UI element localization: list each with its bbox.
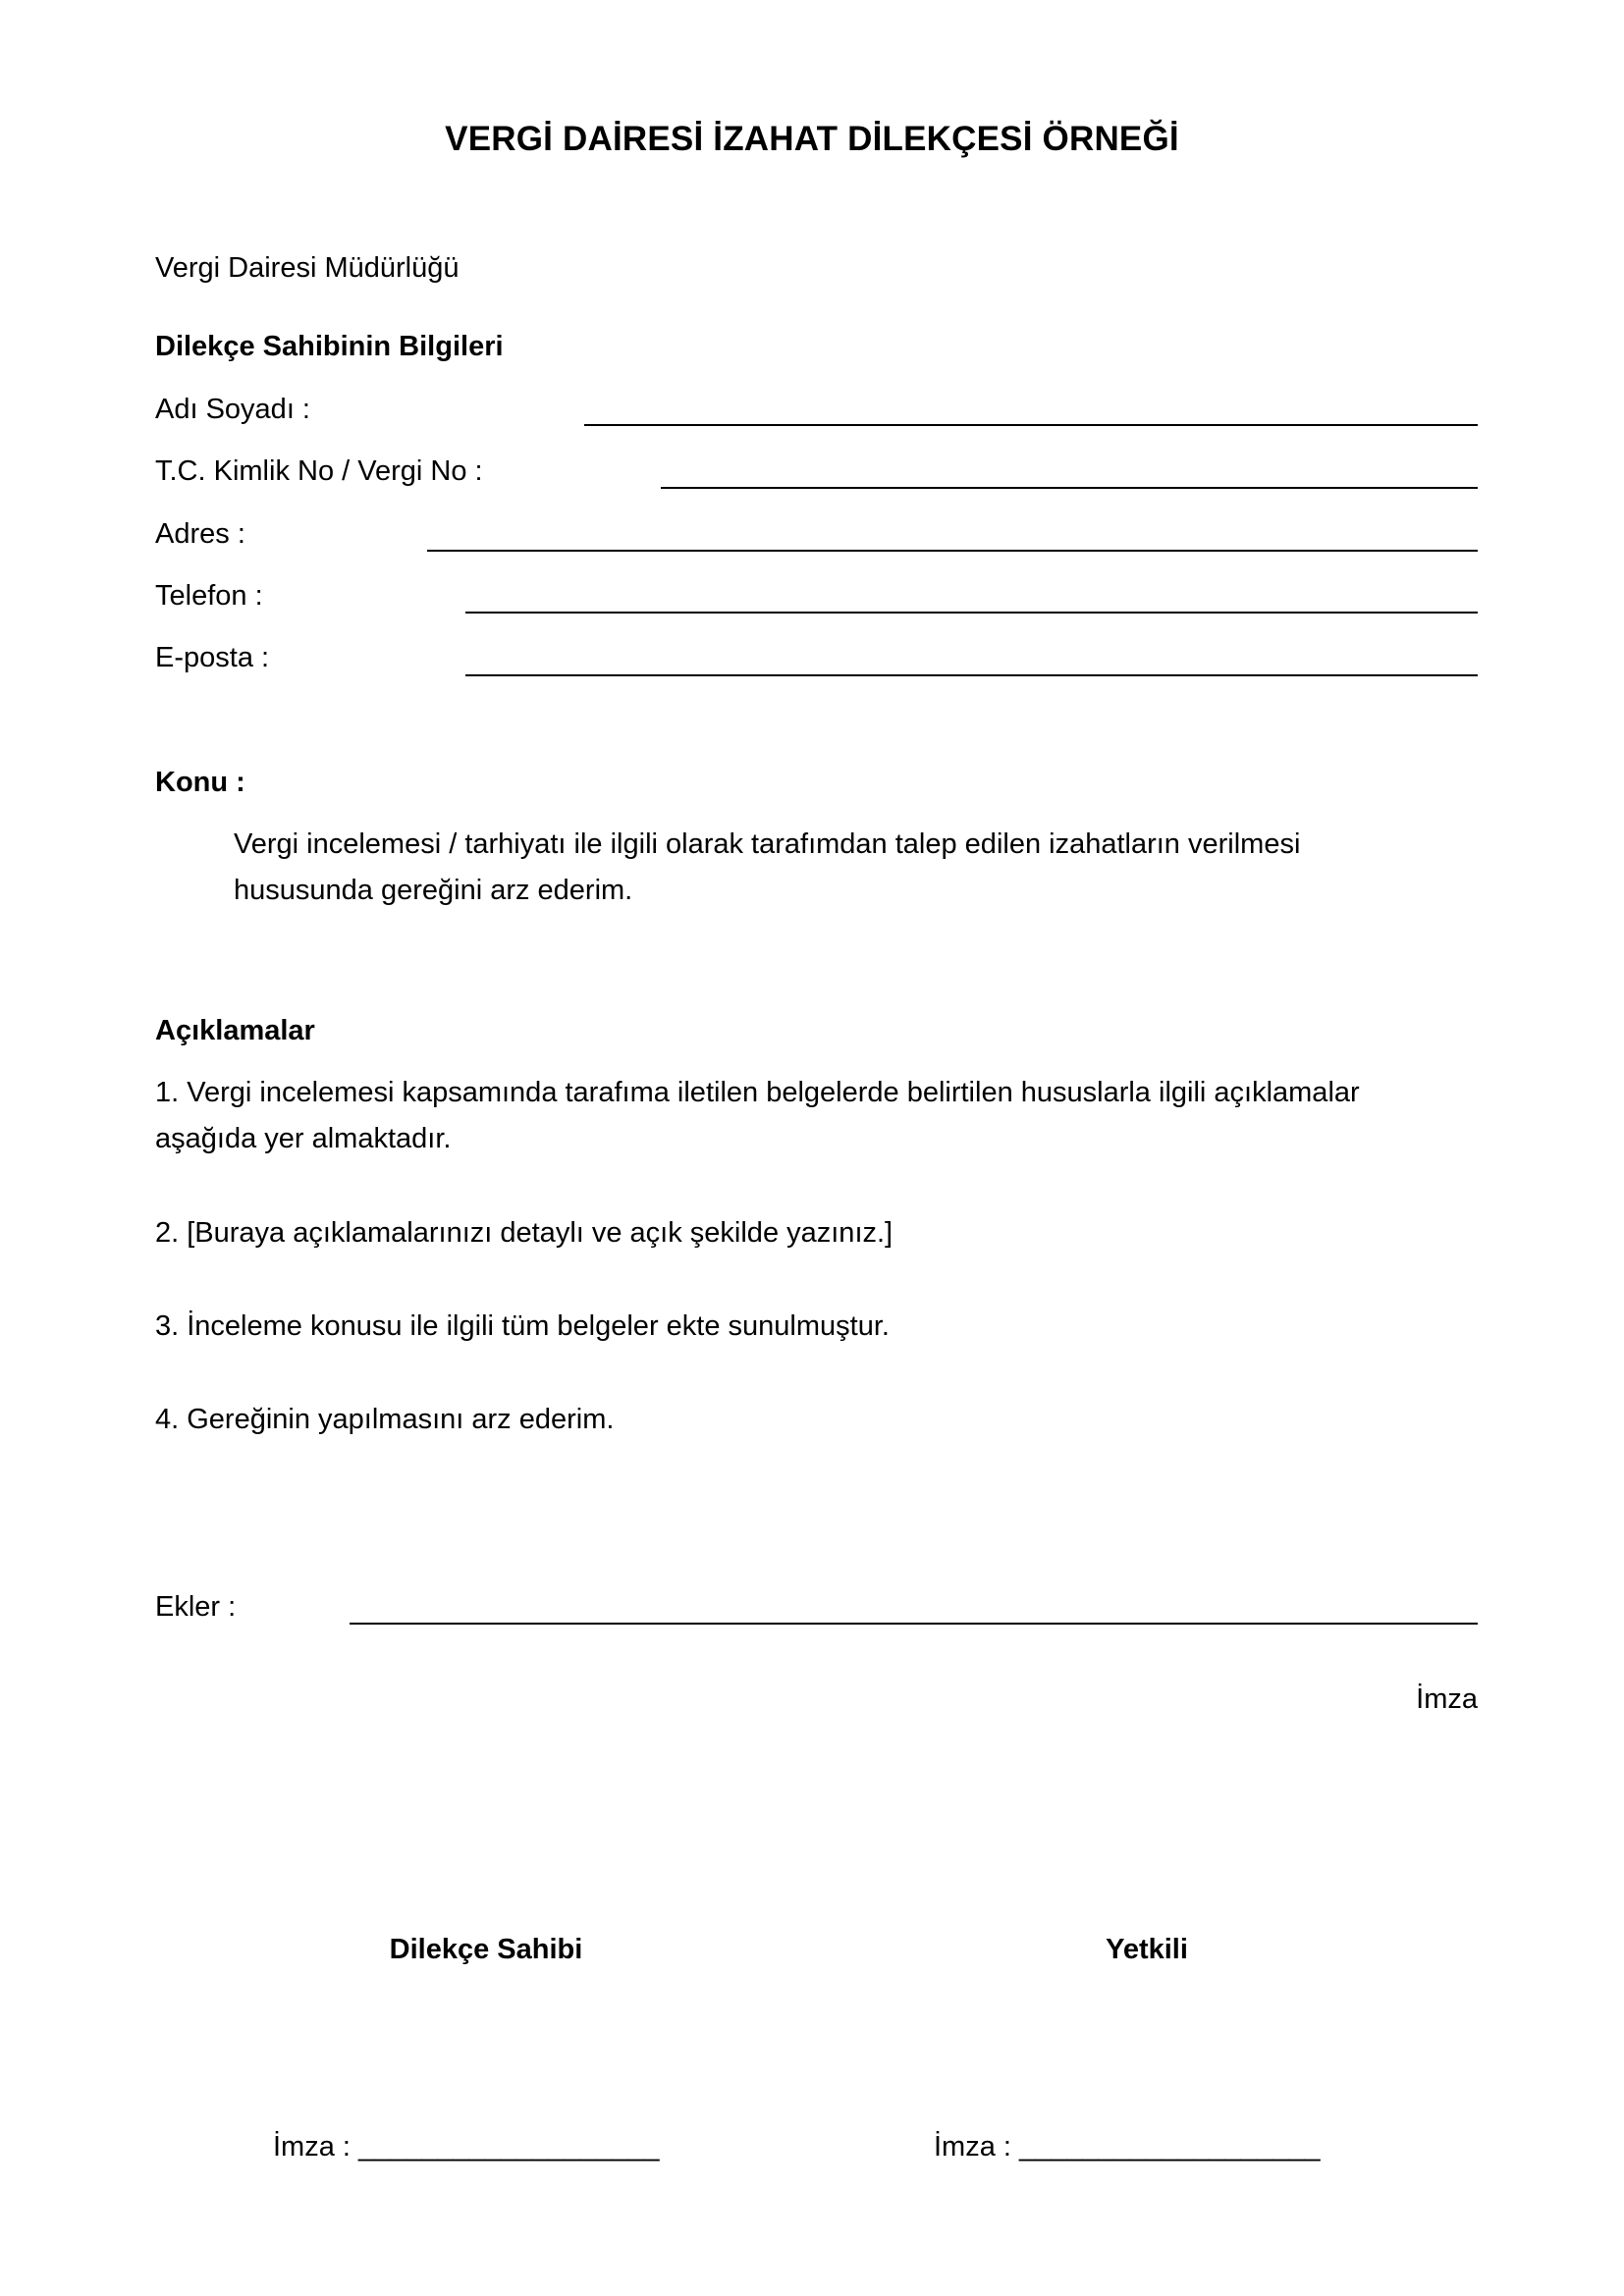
- document-title: VERGİ DAİRESİ İZAHAT DİLEKÇESİ ÖRNEĞİ: [445, 120, 1179, 158]
- explanation-item-3: 3. İnceleme konusu ile ilgili tüm belgeler ekte sunulmuştur.: [155, 1310, 890, 1342]
- field-label-phone: Telefon :: [155, 580, 263, 612]
- field-label-address: Adres :: [155, 518, 245, 550]
- subject-heading: Konu :: [155, 767, 245, 798]
- signatory-right-sign-line[interactable]: İmza : ___________________: [934, 2131, 1321, 2163]
- attachments-label: Ekler :: [155, 1591, 237, 1623]
- field-label-id-number: T.C. Kimlik No / Vergi No :: [155, 455, 483, 487]
- explanation-item-4: 4. Gereğinin yapılmasını arz ederim.: [155, 1404, 615, 1435]
- explanation-item-1: [155, 1070, 1360, 1162]
- field-line-phone[interactable]: [465, 612, 1478, 614]
- signatory-right-title: Yetkili: [1106, 1934, 1188, 1965]
- attachments-line[interactable]: [350, 1623, 1478, 1625]
- subject-line-2: hususunda gereğini arz ederim.: [234, 875, 633, 906]
- explanation-item-1-line-1: 1. Vergi incelemesi kapsamında tarafıma iletilen belgelerde belirtilen hususlarla ilgili açıklamalar: [155, 1077, 1360, 1108]
- field-line-address[interactable]: [427, 550, 1478, 552]
- subject-line-1: Vergi incelemesi / tarhiyatı ile ilgili olarak tarafımdan talep edilen izahatların verilmesi: [234, 828, 1301, 860]
- recipient-line: Vergi Dairesi Müdürlüğü: [155, 252, 460, 284]
- field-line-email[interactable]: [465, 674, 1478, 676]
- signatory-left-title: Dilekçe Sahibi: [389, 1934, 583, 1965]
- explanations-heading: Açıklamalar: [155, 1015, 315, 1046]
- explanation-item-1-line-2: aşağıda yer almaktadır.: [155, 1123, 452, 1154]
- field-line-name[interactable]: [584, 424, 1478, 426]
- field-label-email: E-posta :: [155, 642, 270, 673]
- field-label-name: Adı Soyadı :: [155, 394, 310, 425]
- field-line-id-number[interactable]: [661, 487, 1478, 489]
- subject-text: [234, 822, 1300, 914]
- explanation-item-2: 2. [Buraya açıklamalarınızı detaylı ve açık şekilde yazınız.]: [155, 1217, 893, 1249]
- applicant-info-heading: Dilekçe Sahibinin Bilgileri: [155, 331, 504, 362]
- signature-label: İmza: [1416, 1683, 1478, 1715]
- signatory-left-sign-line[interactable]: İmza : ___________________: [273, 2131, 660, 2163]
